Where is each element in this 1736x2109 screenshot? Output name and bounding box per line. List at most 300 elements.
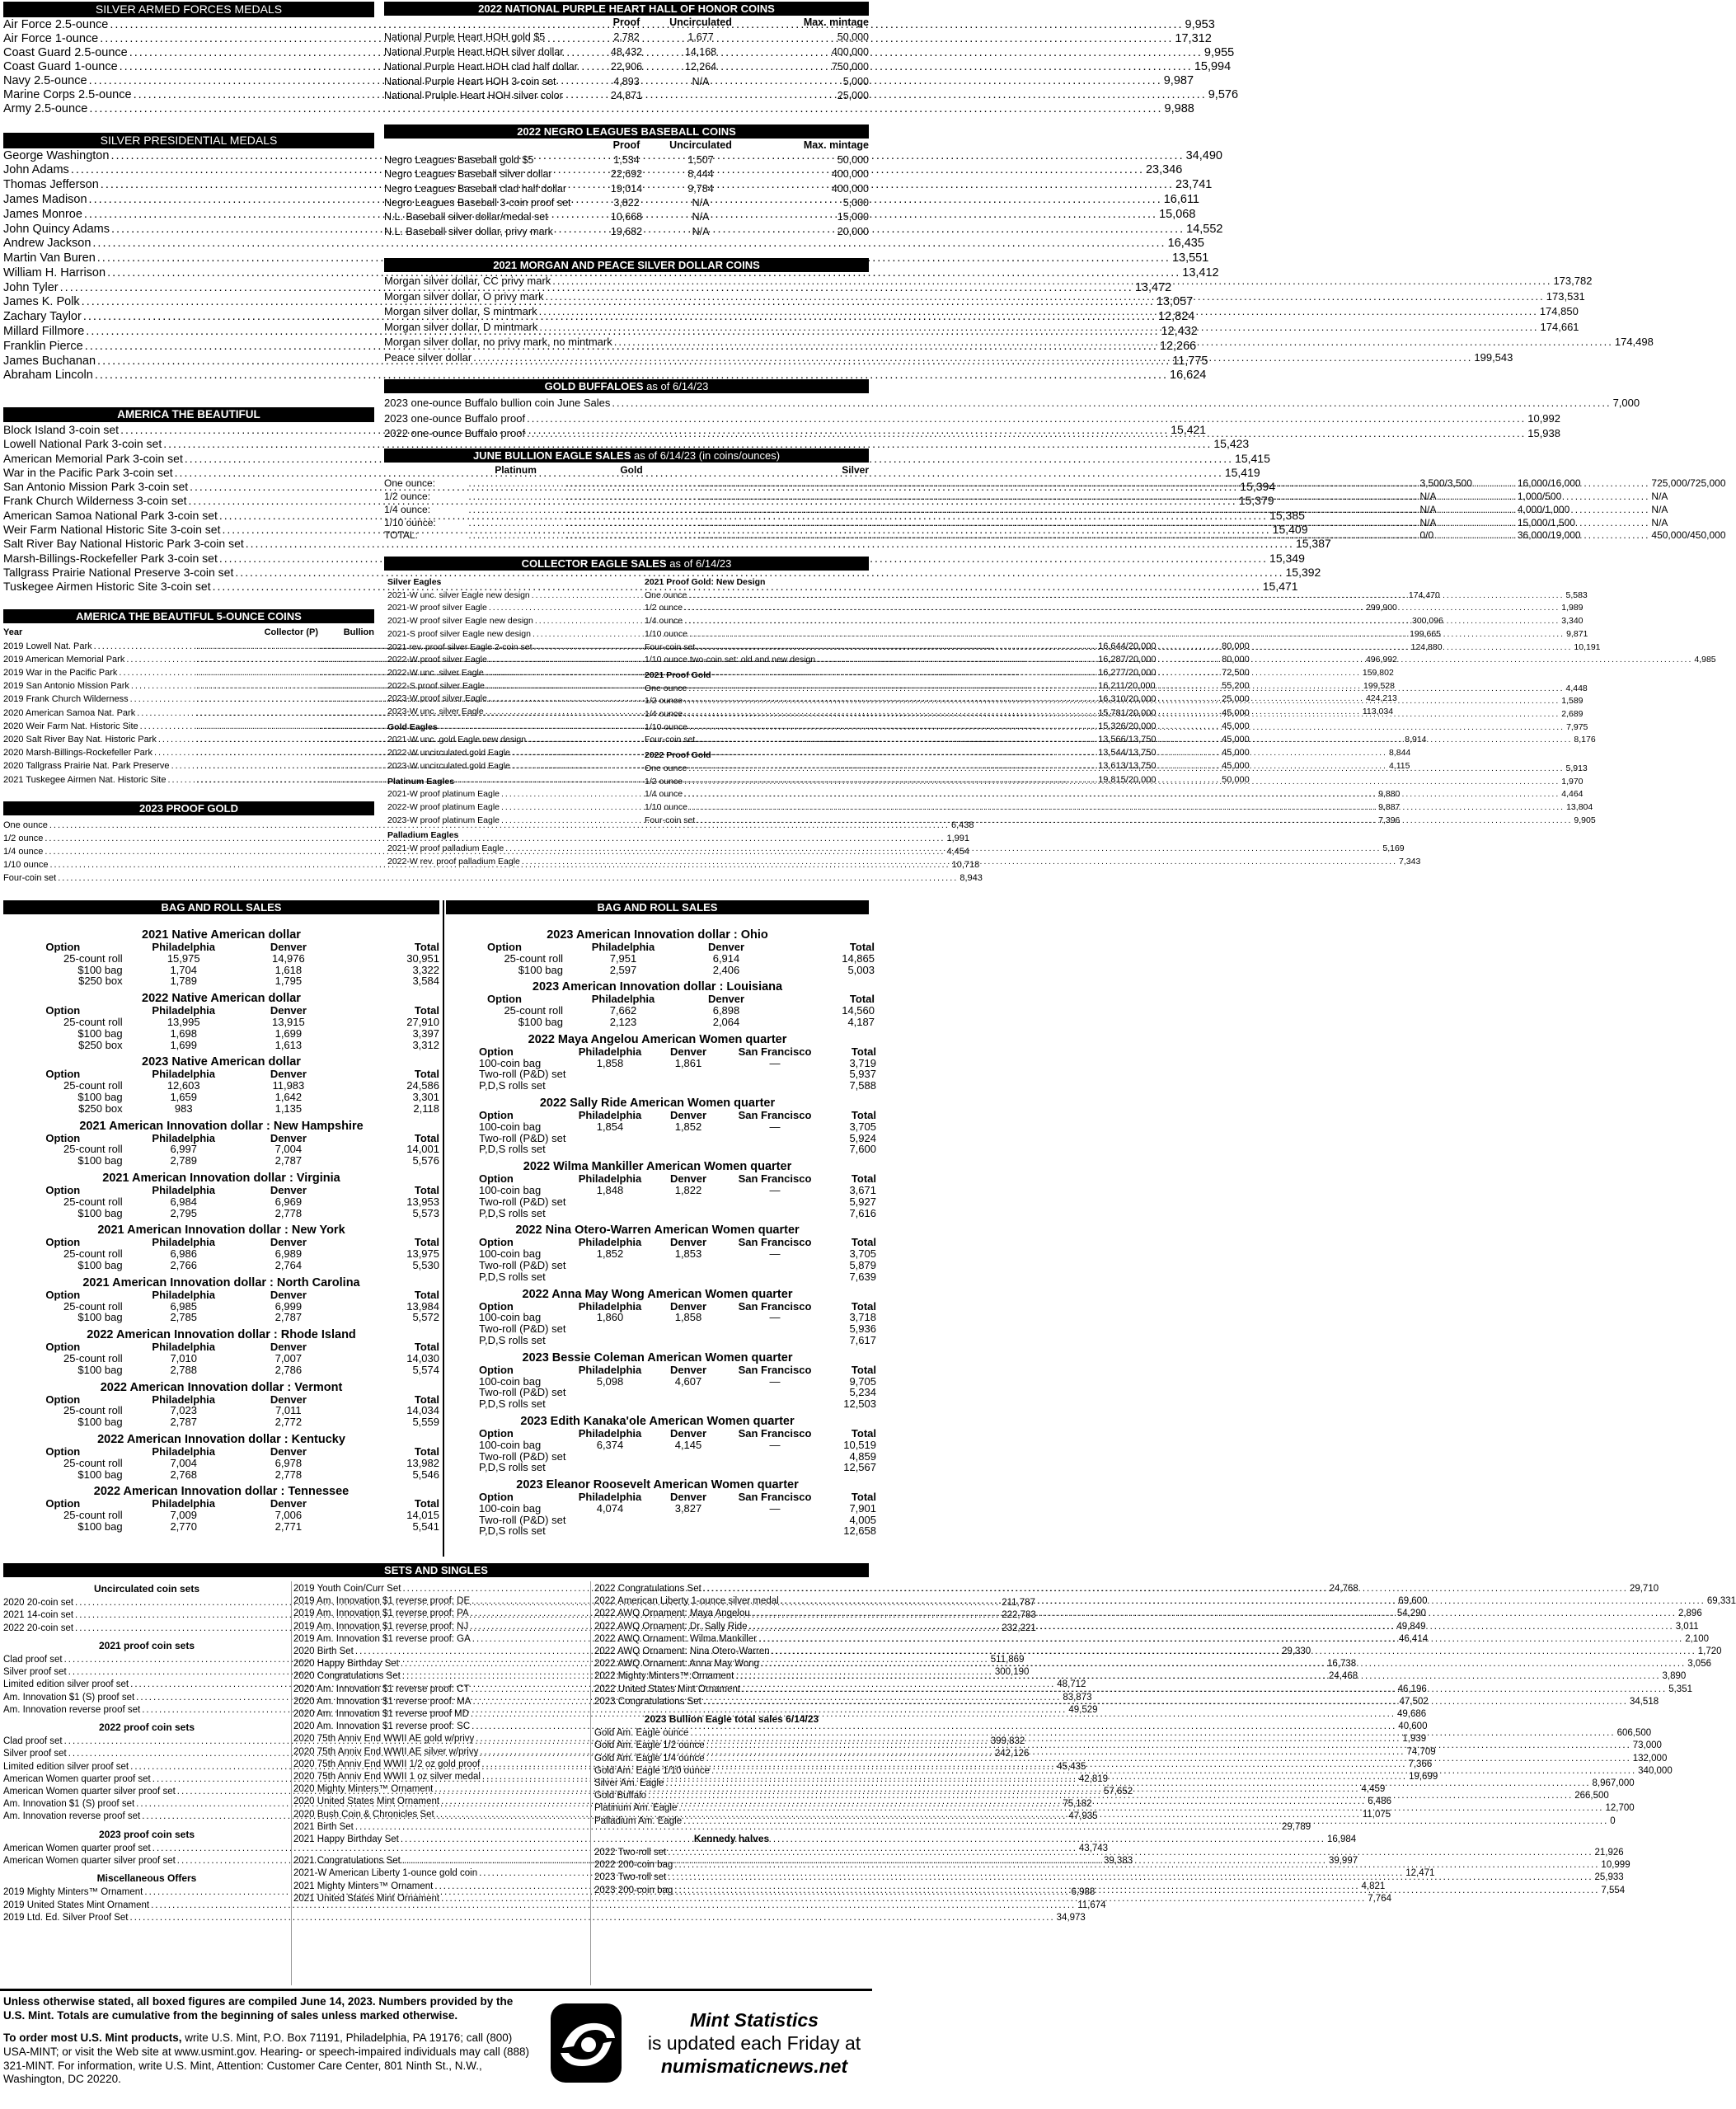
row-label: Four-coin set [645,815,696,825]
table-row [3,965,439,976]
cell [570,1069,650,1080]
row-label: 2022-W proof platinum Eagle [387,801,500,812]
cell: 1,135 [274,1101,303,1115]
cell: 1,860 [596,1311,624,1324]
row-value: 7,554 [1601,1885,1626,1895]
cell: 1,507 [687,153,714,166]
cell [570,1398,650,1410]
cell: 6,999 [274,1299,303,1313]
row-value: 55,200 [1222,681,1250,692]
table-row [446,1005,875,1017]
cell: 4,187 [847,1015,875,1028]
row-label: Four-coin set [645,641,696,652]
cell: 7,004 [274,1143,303,1156]
col-header [384,139,597,153]
cell [570,1335,650,1346]
cell: $250 box [78,975,123,988]
col-header: Denver [669,1108,707,1121]
cell: 5,000 [842,196,869,209]
row-label: Abraham Lincoln [3,369,93,383]
bag-roll-table [446,1491,876,1537]
row-value: 45,000 [1222,721,1250,731]
row-label: Marsh-Billings-Rockefeller Park 3-coin set [3,551,218,565]
row-label: 2023-W proof platinum Eagle [387,815,500,825]
cell: 14,865 [842,951,875,965]
bag-roll-title: 2022 American Innovation dollar : Rhode Island [87,1328,356,1342]
row-value: 340,000 [1638,1765,1673,1776]
row-label: 2020 20-coin set [3,1598,74,1609]
table-row [384,477,869,491]
row-value: 3,056 [1687,1659,1711,1670]
cell [650,1133,726,1144]
cell [650,1271,726,1283]
cell: 1,613 [274,1038,303,1051]
bag-roll-block [3,1120,439,1167]
cell: 100-coin bag [479,1501,542,1515]
cell: 7,600 [849,1143,876,1156]
dot-leader [706,1740,1631,1752]
cell: 6,374 [596,1438,624,1451]
row-label: Am. Innovation reverse proof set [3,1811,141,1822]
row-value: 16,435 [1167,237,1204,251]
cell: 2,787 [274,1311,303,1324]
cell [650,1451,726,1463]
cell: 100-coin bag [479,1311,542,1324]
atb-header: AMERICA THE BEAUTIFUL [3,407,374,422]
cell [726,1080,823,1092]
row-label: Morgan silver dollar, no privy mark, no mintmark [384,336,612,349]
row-label: 2021 Congratulations Set [293,1856,401,1867]
june-bullion-header [384,449,869,463]
row-label: 2020 Happy Birthday Set [293,1659,399,1670]
table-row [3,666,374,679]
cell: 7,023 [170,1404,197,1417]
footer-note: Unless otherwise stated, all boxed figures are compiled June 14, 2023. Numbers provided by the U.S. Mint. Totals are cumulative from the beginning of sales unless marked otherwise. [3,1995,514,2022]
col-header: Platinum [495,464,537,477]
col-header: San Francisco [738,1363,812,1376]
leader-row [3,733,195,746]
bag-roll-block [446,1032,876,1092]
column-divider [443,900,444,1557]
cell: N/A [692,225,710,237]
row-label: Thomas Jefferson [3,178,99,192]
row-label: Morgan silver dollar, D mintmark [384,320,538,333]
cell [650,1144,726,1155]
cell: 4,074 [596,1501,624,1515]
table-row [446,1376,876,1388]
col-header: Philadelphia [578,1045,642,1058]
table-row [446,1069,876,1080]
row-value: 132,000 [1632,1753,1668,1764]
table-header-row [446,1491,876,1503]
footer-order-bold: To order most U.S. Mint products, [3,2031,182,2044]
cell: N/A [692,211,710,223]
sets-singles-header: SETS AND SINGLES [3,1563,869,1577]
cell: 1,677 [687,31,714,44]
cell [650,1069,726,1080]
table-row [3,1365,439,1376]
row-value: 7,343 [1399,856,1421,867]
table-row [384,31,869,45]
row-label: 2020 Am. Innovation $1 reverse proof: SC [293,1721,471,1732]
row-label: One ounce [3,820,48,831]
cell [570,1271,650,1283]
bag-roll-table [446,1046,876,1092]
table-row [3,1260,439,1271]
cell: 14,015 [406,1509,439,1522]
purple-heart-header: 2022 NATIONAL PURPLE HEART HALL OF HONOR COINS [384,2,869,16]
cell: N.L. Baseball silver dollar, privy mark [384,225,553,237]
row-label: Coast Guard 1-ounce [3,59,118,73]
cell: P,D,S rolls set [479,1143,546,1156]
table-row [446,1248,876,1260]
col-header: San Francisco [738,1045,812,1058]
col-header: San Francisco [738,1491,812,1504]
spacer [293,1846,582,1855]
dot-leader [683,1815,1608,1828]
row-label: 2020 Birth Set [293,1646,354,1657]
row-value: 15,000/1,500 [1517,516,1575,528]
bag-roll-table [446,1301,876,1346]
table-header-row [446,1237,876,1248]
row-value: 16,984 [1327,1834,1357,1845]
cell: 22,906 [610,60,643,73]
table-row [3,746,374,759]
bag-roll-table [446,1365,876,1410]
row-value: 12,471 [1405,1868,1435,1879]
numismatic-news-logo-icon [547,1999,630,2097]
col-header: Philadelphia [152,1444,215,1458]
table-header-row [384,464,869,477]
row-label: Tallgrass Prairie National Preserve 3-coin set [3,565,234,579]
cell: 14,976 [271,951,305,965]
row-label: Four-coin set [3,873,57,884]
col-header: San Francisco [738,1299,812,1313]
row-label: 2020 Bush Coin & Chronicles Set [293,1809,434,1820]
cell: 7,616 [849,1206,876,1219]
cell [570,1323,650,1335]
col-header: Collector (P) [264,627,318,638]
cell: 25-count roll [63,951,123,965]
row-label: Army 2.5-ounce [3,101,88,115]
row-value: 74,709 [1406,1746,1436,1757]
row-value: 2,896 [1677,1609,1702,1619]
row-label: American Women quarter silver proof set [3,1787,176,1797]
cell: 25-count roll [63,1299,123,1313]
bag-roll-block [3,992,439,1050]
col-header: Denver [707,941,745,953]
cell: Two-roll (P&D) set [479,1131,566,1144]
cell: 1,642 [274,1090,303,1103]
cell: 14,168 [684,45,717,58]
row-value: 10,191 [1574,641,1601,652]
col-header: Total [851,1172,876,1186]
row-value: 45,000 [1222,748,1250,759]
dot-leader [735,1670,1660,1683]
table-header-row [3,1289,439,1301]
col-header: Denver [669,1045,707,1058]
cell: N.L. Baseball silver dollar/medal set [384,211,548,223]
row-value: 222,783 [1002,1610,1036,1621]
bag-roll-title: 2022 Sally Ride American Women quarter [539,1096,776,1110]
col-header: Total [849,941,875,953]
leader-row [3,746,195,759]
row-value: 4,459 [1361,1784,1386,1795]
dot-leader [689,801,1565,815]
row-value: 300,190 [994,1667,1030,1678]
cell: 25-count roll [504,951,563,965]
row-value: 10,999 [1601,1860,1630,1871]
row-value: 45,000 [1222,761,1250,772]
row-value: 606,500 [1616,1728,1652,1739]
cell: — [769,1183,781,1196]
row-value: 11,674 [1077,1900,1106,1910]
col-header: Denver [669,1172,707,1186]
row-label: 2020 Am. Innovation $1 reverse proof: MA [293,1696,472,1707]
row-value: 73,000 [1632,1740,1662,1751]
table-header-row [3,1133,439,1144]
cell: $100 bag [77,1520,123,1533]
row-value: 25,000 [1222,694,1250,705]
cell: 2,789 [170,1154,197,1167]
col-header: Denver [270,1393,307,1406]
col-header: Total [414,1004,439,1017]
row-value: 424,213 [1365,693,1397,704]
cell: 3,827 [674,1501,702,1515]
row-label: 2021 Mighty Minters™ Ornament [293,1881,434,1891]
row-value: 15,379 [1238,494,1274,508]
cell: 25-count roll [63,1509,123,1522]
col-header: Denver [270,1341,307,1354]
row-label: 2019 Mighty Minters™ Ornament [3,1887,143,1898]
cell: 2,788 [170,1363,197,1376]
col-header: Total [851,1045,876,1058]
cell: 5,574 [412,1363,439,1376]
cell: 9,784 [687,182,714,195]
row-value: 83,873 [1063,1692,1092,1703]
leader-row [3,759,195,773]
bag-roll-block [446,928,875,976]
cell: 13,984 [406,1299,439,1313]
cell: 2,772 [274,1416,303,1429]
dot-leader [697,641,1572,655]
row-value: 4,464 [1561,789,1584,800]
row-label: Zachary Taylor [3,310,82,324]
cell: Two-roll (P&D) set [479,1258,566,1271]
table-row [446,1398,876,1410]
cell: 100-coin bag [479,1056,542,1069]
col-header: Option [45,1288,81,1301]
cell: 1,861 [674,1056,702,1069]
cell: 7,004 [170,1456,197,1469]
promo-url[interactable]: numismaticnews.net [660,2055,848,2077]
cell: 6,969 [274,1195,303,1208]
cell [570,1387,650,1398]
table-row [3,1312,439,1323]
cell [726,1069,823,1080]
col-header: Total [414,1068,439,1081]
row-label: 2019 Ltd. Ed. Silver Proof Set [3,1912,129,1923]
cell: 7,011 [275,1404,302,1417]
row-value: N/A [1419,516,1437,528]
cell: 24,871 [610,90,643,102]
bag-roll-title: 2023 Native American dollar [142,1055,301,1069]
table-header-row [446,1365,876,1376]
row-value: 15,392 [1285,565,1321,579]
cell: 7,009 [170,1509,197,1522]
row-label: 2019 Am. Innovation $1 reverse proof: PA [293,1609,469,1619]
collector-eagle-title-suffix: as of 6/14/23 [666,557,732,570]
row-value: 29,789 [1282,1821,1311,1832]
row-label: 2019 Lowell Nat. Park [3,641,92,651]
row-value: 16,277/20,000 [1098,667,1157,678]
row-label: 2020 United States Mint Ornament [293,1797,440,1807]
row-label: 2022-W proof silver Eagle [387,655,487,665]
table-row [3,707,374,720]
cell: 13,975 [406,1247,439,1261]
row-label: 2019 San Antonio Mission Park [3,681,129,692]
table-row [3,1208,439,1219]
table-row [3,1469,439,1481]
cell: Two-roll (P&D) set [479,1386,566,1399]
dot-leader [703,1583,1628,1595]
bag-roll-title: 2022 American Innovation dollar : Tennessee [93,1485,350,1499]
row-label: 2020 75th Anniv End WWII AE silver w/privy [293,1746,479,1757]
row-label: 1/2 ounce [645,776,683,787]
row-label: 2020 75th Anniv End WWII 1 oz silver medal [293,1772,481,1783]
col-header: Denver [270,1497,307,1510]
row-value: 16,738 [1327,1659,1357,1670]
bag-roll-block [446,1350,876,1411]
dot-leader [700,477,1649,491]
cell: 15,000 [837,211,869,223]
col-header: Philadelphia [591,941,655,953]
dot-leader [684,695,1560,708]
cell: Negro Leagues Baseball gold $5 [384,153,534,166]
cell: — [769,1247,781,1261]
row-label: 2020 75th Anniv End WWII AE gold w/privy [293,1734,475,1745]
cell: National Purple Heart HOH silver dollar [384,45,564,58]
col-header: Total [414,1236,439,1249]
bag-roll-table [3,1289,439,1323]
row-label: 1/10 ounce [3,860,49,871]
cell: 4,005 [849,1513,876,1526]
col-header: Philadelphia [578,1363,642,1376]
table-row [446,1185,876,1196]
row-value: 5,583 [1565,589,1588,600]
row-value: 7,000 [1612,397,1640,410]
row-label: John Tyler [3,280,59,294]
row-value: 17,312 [1175,31,1212,45]
table-row [3,1017,439,1028]
cell [650,1208,726,1219]
row-value: 199,543 [1474,350,1513,364]
cell: 10,519 [843,1438,876,1451]
cell [3,773,195,787]
row-label: 2021-W American Liberty 1-ounce gold coin [293,1868,478,1879]
bag-roll-title: 2023 American Innovation dollar : Ohio [547,928,768,942]
negro-leagues-header: 2022 NEGRO LEAGUES BASEBALL COINS [384,124,869,139]
row-value: 12,700 [1605,1803,1635,1814]
cell: 5,546 [412,1468,439,1481]
row-label: 2020 Weir Farm Nat. Historic Site [3,721,138,731]
row-label: 2022 Congratulations Set [594,1584,701,1594]
cell: 25-count roll [63,1079,123,1092]
cell: 5,927 [849,1195,876,1208]
bag-roll-block [446,1160,876,1219]
cell: 6,898 [712,1004,740,1017]
table-row [384,491,869,504]
row-value: 23,346 [1145,163,1183,177]
table-row [384,504,869,517]
cell: 13,995 [167,1015,200,1028]
collector-eagle-heading: 2021 Proof Gold: New Design [645,577,766,587]
col-header: Denver [669,1491,707,1504]
bag-roll-title: 2023 American Innovation dollar : Louisiana [532,980,783,994]
row-label: George Washington [3,148,110,162]
cell: 1,822 [674,1183,702,1196]
cell: 7,901 [849,1501,876,1515]
cell: 1,852 [596,1247,624,1261]
cell: P,D,S rolls set [479,1079,546,1092]
row-label: Andrew Jackson [3,237,91,251]
dot-leader [648,1790,1573,1802]
dot-leader [742,1684,1667,1696]
row-label: American Women quarter silver proof set [3,1856,176,1867]
row-label: 2020 American Samoa Nat. Park [3,707,136,718]
table-row [3,1103,439,1115]
row-value: 47,502 [1399,1696,1429,1707]
row-label: 2022-S proof silver Eagle [387,680,485,691]
row-value: 9,576 [1208,87,1239,101]
cell: 12,658 [843,1524,876,1538]
dot-leader [689,628,1565,641]
col-header: Denver [270,1444,307,1458]
dot-leader [684,708,1560,721]
cell: 15,975 [167,951,200,965]
dot-leader [527,411,1526,427]
row-label: One ounce [645,589,687,600]
cell: 24,586 [406,1079,439,1092]
col-header: Denver [270,1131,307,1144]
table-header-row [3,1237,439,1248]
col-header: Year [3,627,23,638]
col-header: Total [851,1426,876,1440]
table-row [384,153,869,167]
cell: 19,014 [610,182,643,195]
row-label: James K. Polk [3,295,80,309]
dot-leader [690,1727,1615,1740]
row-value: 725,000/725,000 [1651,477,1726,490]
cell: 2,406 [712,963,740,976]
col-header: Total [851,1108,876,1121]
cell [726,1451,823,1463]
cell: P,D,S rolls set [479,1333,546,1346]
table-row [446,1525,876,1537]
dot-leader [552,274,1551,289]
col-header: Total [851,1491,876,1504]
table-row [3,1353,439,1365]
table-row [384,45,869,60]
row-value: 14,552 [1186,222,1223,236]
row-value: 4,448 [1565,683,1588,693]
sets-item [293,1821,1311,1834]
row-value: 9,955 [1203,45,1235,59]
col-header: Option [479,1299,514,1313]
bag-roll-table [3,1069,439,1114]
dot-leader [668,1847,1593,1859]
row-value: 3,890 [1662,1671,1687,1682]
